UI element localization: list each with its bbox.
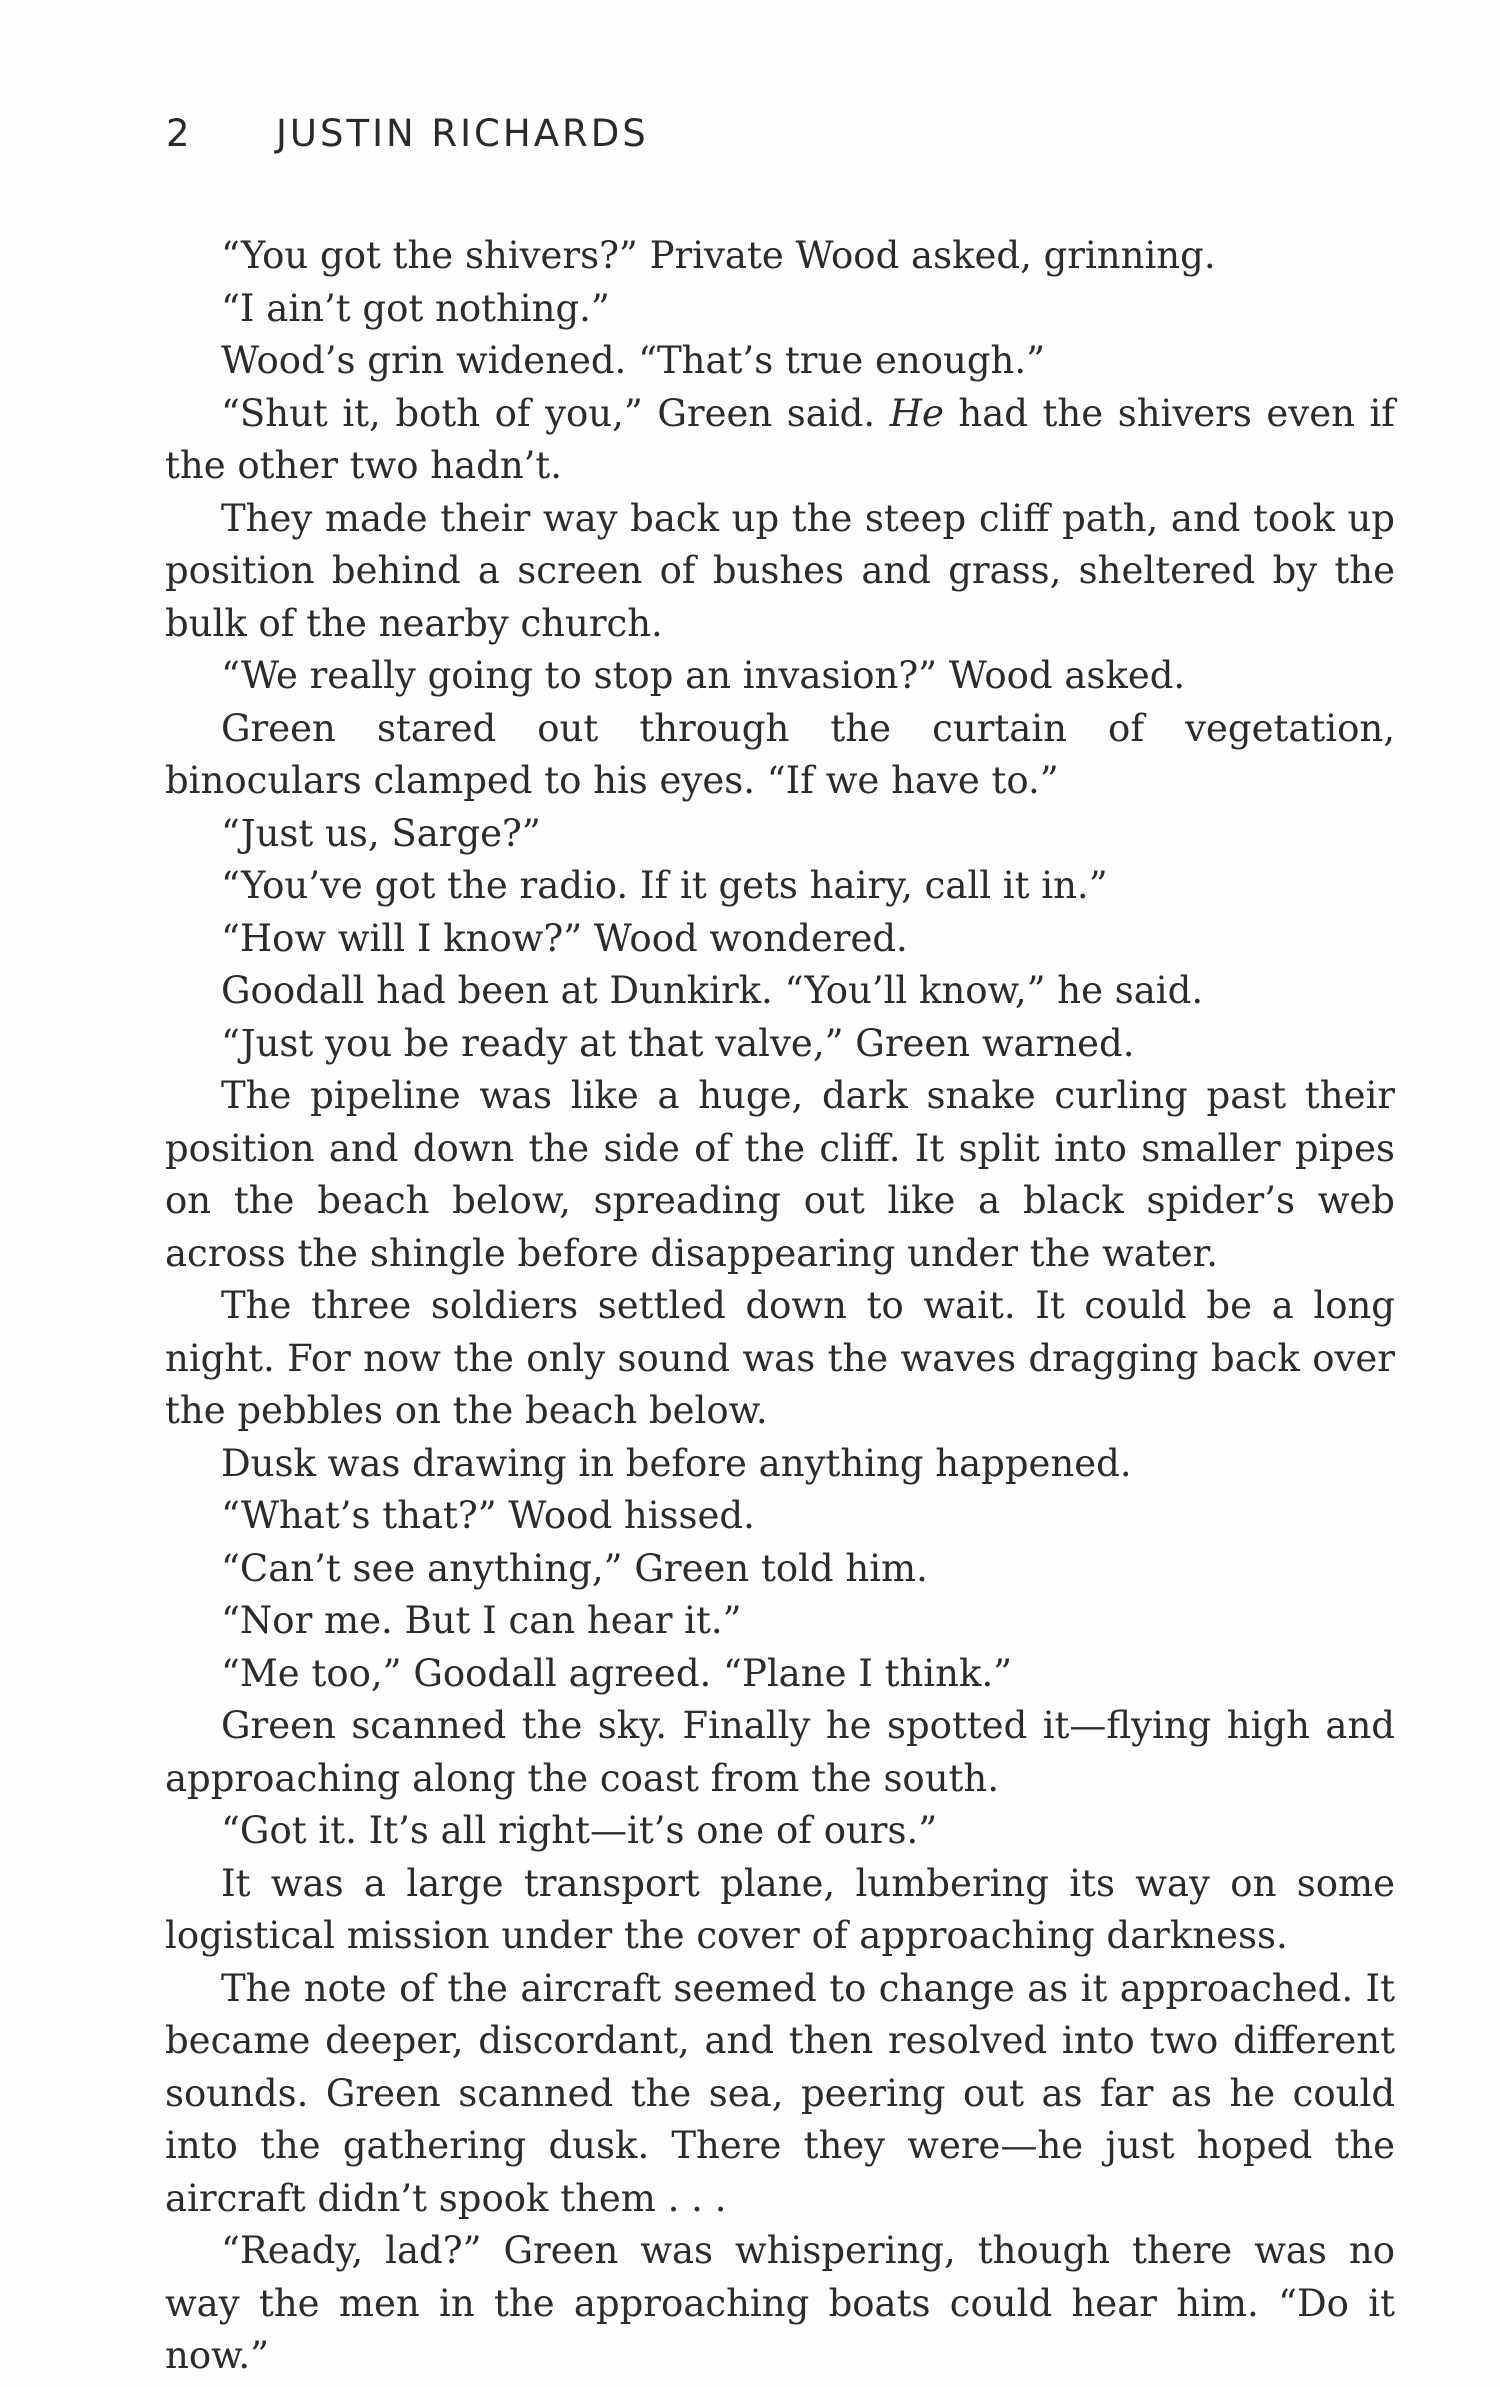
paragraph: Dusk was drawing in before anything happened. (221, 1441, 1132, 1485)
paragraph: “Ready, lad?” Green was whispering, though there was no way the men in the approaching boats could hear him. “Do it now.” (165, 2229, 1395, 2377)
author-name: JUSTIN RICHARDS (276, 112, 649, 155)
paragraph: The pipeline was like a huge, dark snake curling past their position and down the side of the cliff. It split into smaller pipes on the beach below, spreading out like a black spider’s web across the shingle before disappearing under the water. (165, 1074, 1395, 1275)
paragraph: The three soldiers settled down to wait. It could be a long night. For now the only sound was the waves dragging back over the pebbles on the beach below. (165, 1284, 1395, 1432)
paragraph: “Me too,” Goodall agreed. “Plane I think.” (221, 1651, 1013, 1695)
paragraph: “You’ve got the radio. If it gets hairy, call it in.” (221, 864, 1108, 907)
paragraph: “We really going to stop an invasion?” Wood asked. (221, 654, 1186, 697)
paragraph: Green scanned the sky. Finally he spotted it—flying high and approaching along the coast from the south. (165, 1704, 1395, 1800)
paragraph: “You got the shivers?” Private Wood asked, grinning. (221, 234, 1216, 277)
paragraph: Wood’s grin widened. “That’s true enough.” (221, 339, 1046, 382)
paragraph: “Just you be ready at that valve,” Green warned. (221, 1021, 1135, 1065)
paragraph: “I ain’t got nothing.” (221, 286, 610, 330)
paragraph: Green stared out through the curtain of vegetation, binoculars clamped to his eyes. “If we have to.” (165, 706, 1395, 802)
emphasized-text: He (889, 391, 944, 435)
paragraph: The note of the aircraft seemed to change as it approached. It became deeper, discordant, and then resolved into two different sounds. Green scanned the sea, peering out as far as he could into the gathering dusk. There they were—he just hoped the aircraft didn’t spook them . . . (165, 1966, 1395, 2220)
paragraph-text: had the shivers even if the other two hadn’t. (165, 391, 1396, 487)
paragraph: Goodall had been at Dunkirk. “You’ll know,” he said. (221, 969, 1204, 1012)
page-number: 2 (166, 112, 193, 155)
body-text (165, 230, 1395, 2383)
running-head (166, 112, 649, 155)
paragraph: “Just us, Sarge?” (221, 811, 541, 855)
paragraph: They made their way back up the steep cliff path, and took up position behind a screen of bushes and grass, sheltered by the bulk of the nearby church. (165, 496, 1395, 645)
paragraph: “How will I know?” Wood wondered. (221, 916, 908, 960)
paragraph: “Nor me. But I can hear it.” (221, 1599, 742, 1642)
paragraph: “Can’t see anything,” Green told him. (221, 1546, 928, 1590)
paragraph-text: “Shut it, both of you,” Green said. (221, 391, 890, 435)
paragraph: It was a large transport plane, lumbering its way on some logistical mission under the cover of approaching darkness. (165, 1861, 1395, 1957)
paragraph: “What’s that?” Wood hissed. (221, 1494, 755, 1537)
paragraph (165, 388, 1395, 493)
paragraph: “Got it. It’s all right—it’s one of ours.” (221, 1809, 938, 1852)
